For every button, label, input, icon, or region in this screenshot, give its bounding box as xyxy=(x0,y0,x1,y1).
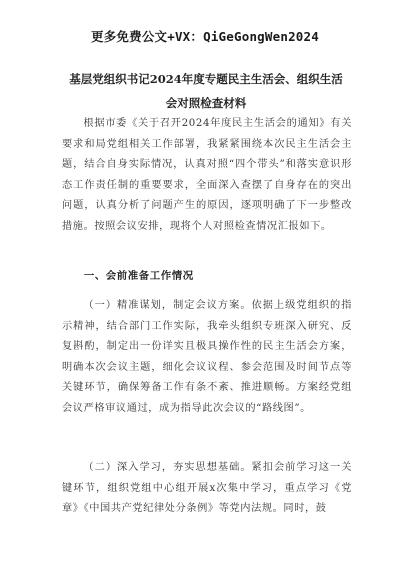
intro-paragraph: 根据市委《关于召开2024年度民主生活会的通知》有关要求和局党组相关工作部署，我紧紧围绕本次民主生活会主题，结合自身实际情况，认真对照“四个带头”和落实意识形态工作责任制的重要要求，全面深入查摆了自身存在的突出问题，认真分析了问题产生的原因，逐项明确了下一步整改措施。按照会议安排，现将个人对照检查情况汇报如下。 xyxy=(62,118,352,232)
promo-banner: 更多免费公文+VX：QiGeGongWen2024 xyxy=(91,29,319,44)
section-heading-1: 一、会前准备工作情况 xyxy=(83,270,194,282)
paragraph-planning: （一）精准谋划，制定会议方案。依据上级党组织的指示精神，结合部门工作实际，我牵头组织专班深入研究、反复斟酌，制定出一份详实且极具操作性的民主生活会方案，明确本次会议主题，细化会议议程、参会范围及时间节点等关键环节，确保筹备工作有条不紊、推进顺畅。方案经党组会议严格审议通过，成为指导此次会议的“路线图”。 xyxy=(62,300,352,414)
paragraph-study: （二）深入学习，夯实思想基础。紧扣会前学习这一关键环节，组织党组中心组开展x次集中学习，重点学习《党章》《中国共产党纪律处分条例》等党内法规。同时，鼓 xyxy=(62,462,352,514)
document-title: 基层党组织书记2024年度专题民主生活会、组织生活会对照检查材料 xyxy=(69,72,343,110)
